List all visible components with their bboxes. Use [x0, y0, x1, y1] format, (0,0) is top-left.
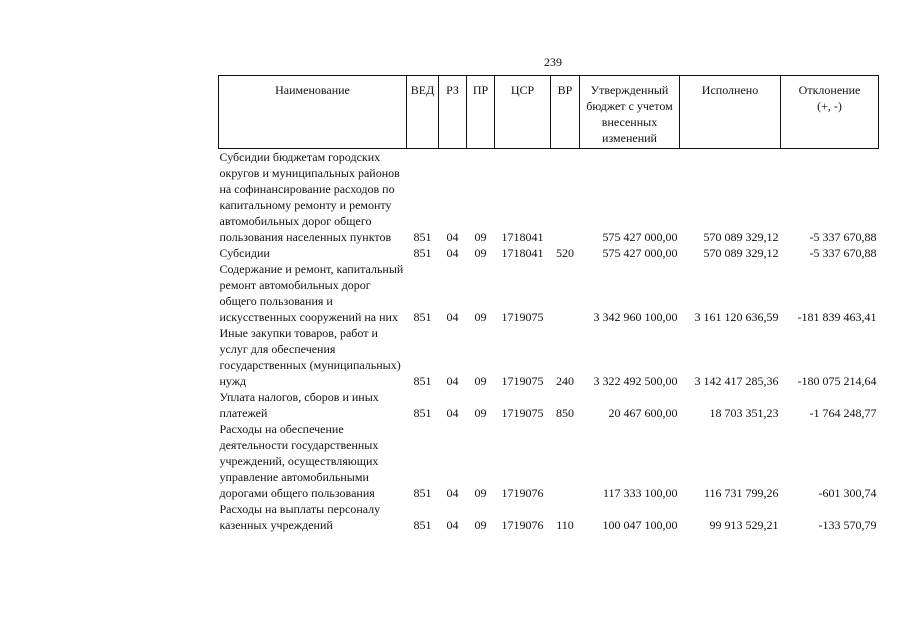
row-rz: 04: [446, 230, 459, 244]
row-rz: 04: [446, 246, 459, 260]
row-rz: 04: [446, 374, 459, 388]
row-ved: 851: [413, 406, 432, 420]
header-executed: Исполнено: [680, 76, 781, 149]
row-approved: 100 047 100,00: [602, 518, 678, 532]
row-executed: 3 161 120 636,59: [694, 310, 779, 324]
row-deviation: -180 075 214,64: [797, 374, 877, 388]
row-rz: 04: [446, 406, 459, 420]
row-csr: 1719075: [501, 310, 544, 324]
header-name: Наименование: [219, 76, 407, 149]
row-vr: 240: [556, 374, 574, 388]
header-pr: ПР: [467, 76, 495, 149]
row-pr: 09: [474, 374, 487, 388]
table-row: [219, 261, 879, 325]
row-vr: 850: [556, 406, 574, 420]
row-executed: 99 913 529,21: [709, 518, 779, 532]
row-ved: 851: [413, 374, 432, 388]
row-vr: [551, 421, 580, 501]
row-approved: 3 342 960 100,00: [593, 310, 678, 324]
row-csr: 1719076: [501, 518, 544, 532]
row-rz: 04: [446, 310, 459, 324]
row-vr: [551, 261, 580, 325]
table-row: [219, 421, 879, 501]
row-approved: 575 427 000,00: [602, 246, 678, 260]
header-csr: ЦСР: [495, 76, 551, 149]
row-ved: 851: [413, 518, 432, 532]
row-csr: 1719075: [501, 374, 544, 388]
row-deviation: -133 570,79: [818, 518, 877, 532]
header-deviation: Отклонение (+, -): [781, 76, 879, 149]
row-vr: 110: [556, 518, 574, 532]
row-csr: 1719076: [501, 486, 544, 500]
row-pr: 09: [474, 246, 487, 260]
row-ved: 851: [413, 246, 432, 260]
table-row: [219, 245, 879, 261]
row-pr: 09: [474, 310, 487, 324]
row-executed: 570 089 329,12: [703, 230, 779, 244]
header-vr: ВР: [551, 76, 580, 149]
row-pr: 09: [474, 518, 487, 532]
row-deviation: -5 337 670,88: [809, 246, 877, 260]
row-approved: 3 322 492 500,00: [593, 374, 678, 388]
row-name: Иные закупки товаров, работ и услуг для обеспечения государственных (муниципальных) нужд: [219, 326, 401, 388]
row-vr: [551, 149, 580, 246]
header-rz: РЗ: [439, 76, 467, 149]
row-csr: 1718041: [501, 230, 544, 244]
row-executed: 3 142 417 285,36: [694, 374, 779, 388]
row-pr: 09: [474, 486, 487, 500]
row-executed: 116 731 799,26: [703, 486, 779, 500]
row-name: Расходы на обеспечение деятельности государственных учреждений, осуществляющих управление автомобильными дорогами общего пользования: [219, 422, 379, 500]
row-name: Субсидии бюджетам городских округов и муниципальных районов на софинансирование расходов по капитальному ремонту и ремонту автомобильных дорог общего пользования населенных пунктов: [219, 150, 400, 244]
row-approved: 575 427 000,00: [602, 230, 678, 244]
row-rz: 04: [446, 518, 459, 532]
row-deviation: -1 764 248,77: [809, 406, 877, 420]
row-deviation: -181 839 463,41: [797, 310, 877, 324]
row-name: Содержание и ремонт, капитальный ремонт автомобильных дорог общего пользования и искусственных сооружений на них: [219, 262, 404, 324]
page-number: 239: [544, 55, 562, 69]
row-pr: 09: [474, 406, 487, 420]
row-deviation: -601 300,74: [818, 486, 877, 500]
header-ved: ВЕД: [407, 76, 439, 149]
row-pr: 09: [474, 230, 487, 244]
row-ved: 851: [413, 230, 432, 244]
row-name: Расходы на выплаты персоналу казенных учреждений: [219, 502, 381, 532]
table-row: [219, 149, 879, 246]
budget-table: [218, 75, 879, 533]
table-row: [219, 389, 879, 421]
table-row: [219, 501, 879, 533]
row-ved: 851: [413, 486, 432, 500]
row-ved: 851: [413, 310, 432, 324]
row-deviation: -5 337 670,88: [809, 230, 877, 244]
table-row: [219, 325, 879, 389]
row-vr: 520: [556, 246, 574, 260]
header-approved-budget: Утвержденный бюджет с учетом внесенных изменений: [580, 76, 680, 149]
row-approved: 117 333 100,00: [602, 486, 678, 500]
row-rz: 04: [446, 486, 459, 500]
row-approved: 20 467 600,00: [608, 406, 678, 420]
row-name: Уплата налогов, сборов и иных платежей: [219, 390, 379, 420]
table-header-row: [219, 76, 879, 149]
row-executed: 570 089 329,12: [703, 246, 779, 260]
row-executed: 18 703 351,23: [709, 406, 779, 420]
row-name: Субсидии: [219, 246, 270, 260]
row-csr: 1719075: [501, 406, 544, 420]
row-csr: 1718041: [501, 246, 544, 260]
